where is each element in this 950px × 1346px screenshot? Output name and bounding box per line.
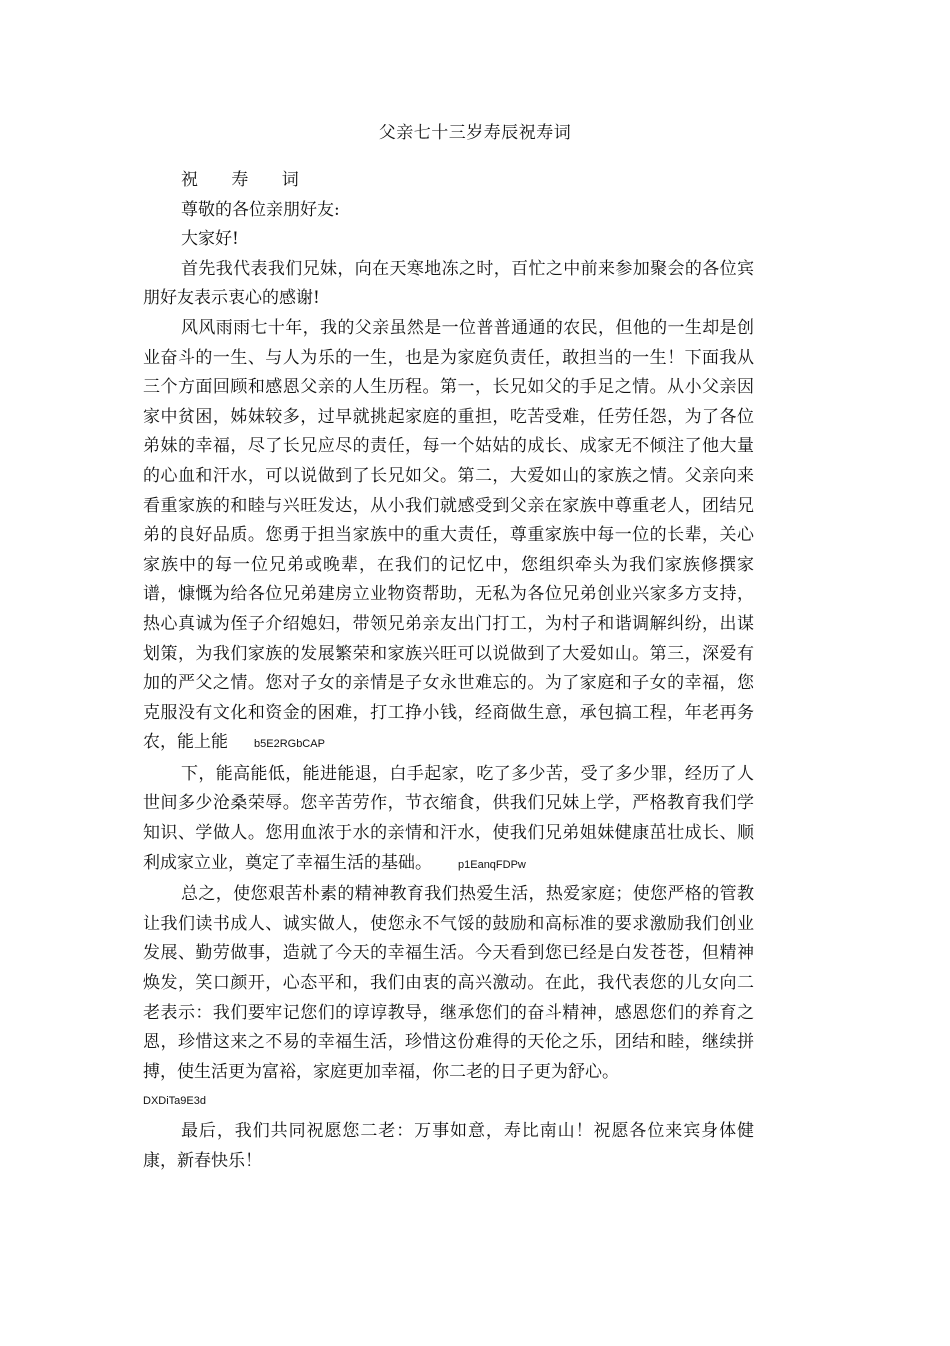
document-body [143, 166, 754, 1176]
document-code-2: p1EanqFDPw [458, 858, 526, 871]
paragraph-life-story [143, 314, 754, 760]
paragraph-hardship-text: 下，能高能低，能进能退，白手起家，吃了多少苦，受了多少罪，经历了人世间多少沧桑荣辱。您辛苦劳作，节衣缩食，供我们兄妹上学，严格教育我们学知识、学做人。您用血浓于水的亲情和汗水，使我们兄弟姐妹健康茁壮成长、顺利成家立业，奠定了幸福生活的基础。 [143, 763, 754, 873]
paragraph-thanks: 首先我代表我们兄妹，向在天寒地冻之时，百忙之中前来参加聚会的各位宾朋好友表示衷心的感谢! [143, 258, 754, 309]
document-title: 父亲七十三岁寿辰祝寿词 [378, 123, 572, 143]
speech-heading: 祝 寿 词 [181, 170, 313, 190]
salutation: 尊敬的各位亲朋好友: [181, 199, 340, 220]
paragraph-blessing: 最后，我们共同祝愿您二老：万事如意，寿比南山！祝愿各位来宾身体健康，新春快乐！ [143, 1121, 754, 1171]
paragraph-summary: 总之，使您艰苦朴素的精神教育我们热爱生活，热爱家庭；使您严格的管教让我们读书成人、诚实做人，使您永不气馁的鼓励和高标准的要求激励我们创业发展、勤劳做事，造就了今天的幸福生活。今天看到您已经是白发苍苍，但精神焕发，笑口颜开，心态平和，我们由衷的高兴激动。在此，我代表您的儿女向二老表示：我们要牢记您们的谆谆教导，继承您们的奋斗精神，感恩您们的养育之恩，珍惜这来之不易的幸福生活，珍惜这份难得的天伦之乐，团结和睦，继续拼搏，使生活更为富裕，家庭更加幸福，你二老的日子更为舒心。 [143, 884, 754, 1082]
paragraph-life-story-text: 风风雨雨七十年，我的父亲虽然是一位普普通通的农民，但他的一生却是创业奋斗的一生、与人为乐的一生，也是为家庭负责任，敢担当的一生！下面我从三个方面回顾和感恩父亲的人生历程。第一，长兄如父的手足之情。从小父亲因家中贫困，姊妹较多，过早就挑起家庭的重担，吃苦受难，任劳任怨，为了各位弟妹的幸福，尽了长兄应尽的责任，每一个姑姑的成长、成家无不倾注了他大量的心血和汗水，可以说做到了长兄如父。第二，大爱如山的家族之情。父亲向来看重家族的和睦与兴旺发达，从小我们就感受到父亲在家族中尊重老人，团结兄弟的良好品质。您勇于担当家族中的重大责任，尊重家族中每一位的长辈，关心家族中的每一位兄弟或晚辈，在我们的记忆中，您组织牵头为我们家族修撰家谱，慷慨为给各位兄弟建房立业物资帮助，无私为各位兄弟创业兴家多方支持，热心真诚为侄子介绍媳妇，带领兄弟亲友出门打工，为村子和谐调解纠纷，出谋划策，为我们家族的发展繁荣和家族兴旺可以说做到了大爱如山。第三，深爱有加的严父之情。您对子女的亲情是子女永世难忘的。为了家庭和子女的幸福，您克服没有文化和资金的困难，打工挣小钱，经商做生意，承包搞工程，年老再务农，能上能 [143, 317, 754, 753]
greeting: 大家好! [181, 229, 239, 250]
document-code-1: b5E2RGbCAP [254, 738, 325, 751]
paragraph-hardship [143, 760, 754, 880]
document-code-3: DXDiTa9E3d [143, 1095, 206, 1108]
